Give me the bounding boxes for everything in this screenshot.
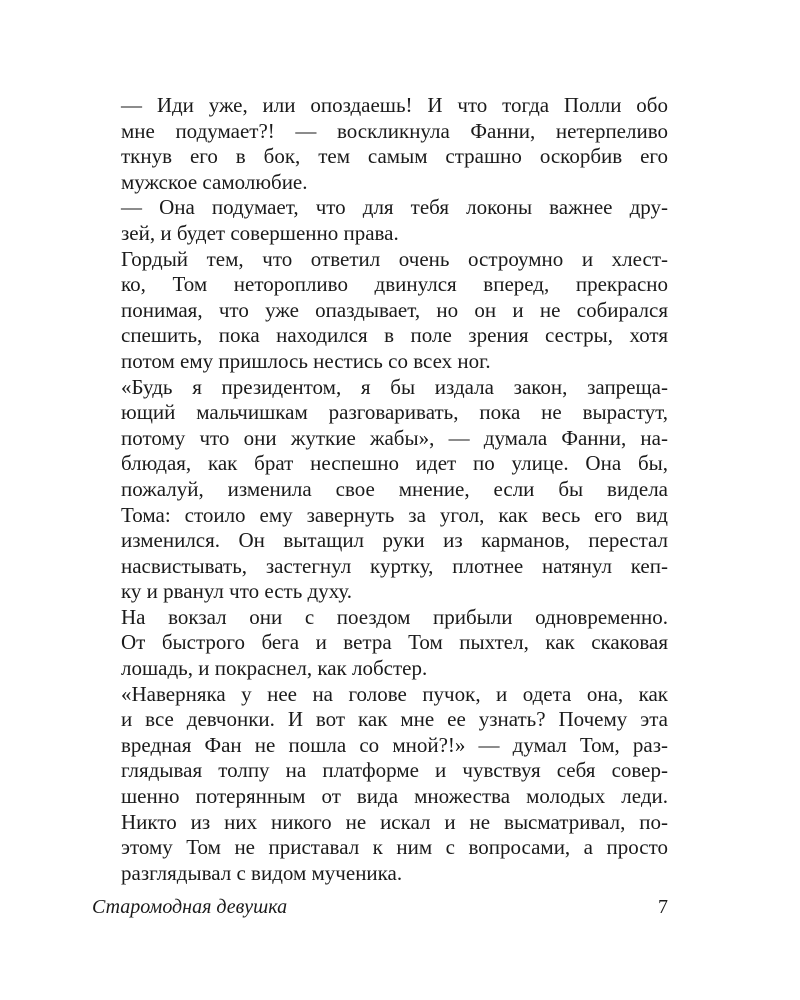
text-line: мне подумает?! — воскликнула Фанни, нетерпеливо	[121, 118, 668, 143]
text-line: ткнув его в бок, тем самым страшно оскорбив его	[121, 144, 668, 169]
text-line: спешить, пока находился в поле зрения сестры, хотя	[121, 323, 668, 348]
paragraph	[88, 195, 668, 246]
text-line: потом ему пришлось нестись со всех ног.	[121, 348, 491, 373]
text-line: Тома: стоило ему завернуть за угол, как весь его вид	[121, 502, 668, 527]
text-line: этому Том не приставал к ним с вопросами, а просто	[121, 835, 668, 860]
text-line: понимая, что уже опаздывает, но он и не собирался	[121, 297, 668, 322]
paragraph	[88, 682, 668, 887]
paragraph	[88, 93, 668, 195]
text-line: ку и рванул что есть духу.	[121, 579, 353, 604]
text-line: глядывая толпу на платформе и чувствуя себя совер-	[121, 758, 668, 783]
text-line: Гордый тем, что ответил очень остроумно и хлест-	[121, 246, 668, 271]
paragraph	[88, 375, 668, 605]
text-line: разглядывал с видом мученика.	[121, 860, 403, 885]
paragraph	[88, 605, 668, 682]
text-line: пожалуй, изменила свое мнение, если бы видела	[121, 476, 668, 501]
body-text	[88, 93, 668, 886]
text-line: ко, Том неторопливо двинулся вперед, прекрасно	[121, 272, 668, 297]
text-line: На вокзал они с поездом прибыли одновременно.	[121, 604, 668, 629]
text-line: лошадь, и покраснел, как лобстер.	[121, 656, 428, 681]
text-line: — Она подумает, что для тебя локоны важнее дру-	[121, 195, 668, 220]
text-line: «Будь я президентом, я бы издала закон, запреща-	[121, 374, 668, 399]
text-line: зей, и будет совершенно права.	[121, 220, 399, 245]
text-line: мужское самолюбие.	[121, 169, 308, 194]
text-line: и все девчонки. И вот как мне ее узнать? Почему эта	[121, 707, 668, 732]
text-line: насвистывать, застегнул куртку, плотнее натянул кеп-	[121, 553, 668, 578]
paragraph	[88, 247, 668, 375]
text-line: От быстрого бега и ветра Том пыхтел, как скаковая	[121, 630, 668, 655]
text-line: ющий мальчишкам разговаривать, пока не вырастут,	[121, 400, 668, 425]
text-line: — Иди уже, или опоздаешь! И что тогда Полли обо	[121, 93, 668, 117]
text-line: шенно потерянным от вида множества молодых леди.	[121, 784, 668, 809]
text-line: Никто из них никого не искал и не высматривал, по-	[121, 809, 668, 834]
text-line: вредная Фан не пошла со мной?!» — думал Том, раз-	[121, 732, 668, 757]
text-line: потому что они жуткие жабы», — думала Фанни, на-	[121, 425, 668, 450]
text-line: изменился. Он вытащил руки из карманов, перестал	[121, 528, 668, 553]
text-line: блюдая, как брат неспешно идет по улице. Она бы,	[121, 451, 668, 476]
page-number: 7	[658, 896, 668, 918]
text-line: «Наверняка у нее на голове пучок, и одета она, как	[121, 681, 668, 706]
running-title: Старомодная девушка	[92, 896, 288, 918]
